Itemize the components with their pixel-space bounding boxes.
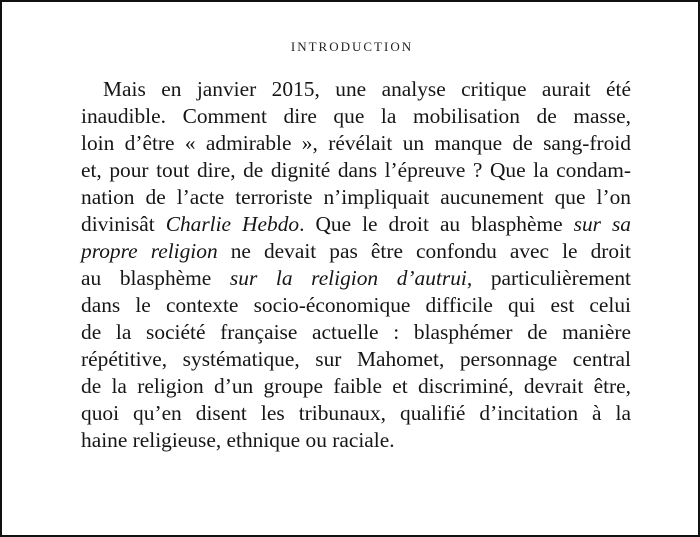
text-segment: de la société française actuelle : blasphémer de manière (81, 320, 631, 344)
italic-segment: sur la religion d’autrui (229, 266, 467, 290)
text-line (81, 292, 631, 319)
text-segment: , particulièrement (466, 266, 631, 290)
text-segment: ne devait pas être confondu avec le droit (217, 239, 632, 263)
text-segment: . Que le droit au blasphème (299, 212, 574, 236)
italic-segment: propre religion (81, 239, 218, 263)
text-line (81, 184, 631, 211)
text-line (81, 400, 631, 427)
text-segment: dans le contexte socio-économique difficile qui est celui (81, 293, 631, 317)
text-segment: nation de l’acte terroriste n’impliquait aucunement que l’on (81, 185, 631, 209)
text-segment: au blasphème (81, 266, 230, 290)
text-line (81, 157, 631, 184)
text-segment: Mais en janvier 2015, une analyse critique aurait été (103, 77, 631, 101)
text-segment: divinisât (81, 212, 166, 236)
text-line (81, 238, 631, 265)
text-line (81, 211, 631, 238)
text-segment: haine religieuse, ethnique ou raciale. (81, 428, 395, 452)
italic-segment: sur sa (573, 212, 631, 236)
text-line (81, 103, 631, 130)
text-line (81, 76, 631, 103)
text-segment: loin d’être « admirable », révélait un manque de sang-froid (81, 131, 631, 155)
text-line (81, 319, 631, 346)
text-line (81, 427, 631, 454)
running-head: INTRODUCTION (290, 39, 414, 54)
text-segment: et, pour tout dire, de dignité dans l’épreuve ? Que la condam- (81, 158, 631, 182)
italic-segment: Charlie Hebdo (165, 212, 300, 236)
text-segment: inaudible. Comment dire que la mobilisation de masse, (81, 104, 631, 128)
text-line (81, 346, 631, 373)
text-line (81, 373, 631, 400)
text-line (81, 265, 631, 292)
text-segment: répétitive, systématique, sur Mahomet, personnage central (81, 347, 631, 371)
text-segment: de la religion d’un groupe faible et discriminé, devrait être, (81, 374, 631, 398)
paragraph (81, 76, 631, 454)
text-line (81, 130, 631, 157)
text-segment: quoi qu’en disent les tribunaux, qualifié d’incitation à la (81, 401, 631, 425)
